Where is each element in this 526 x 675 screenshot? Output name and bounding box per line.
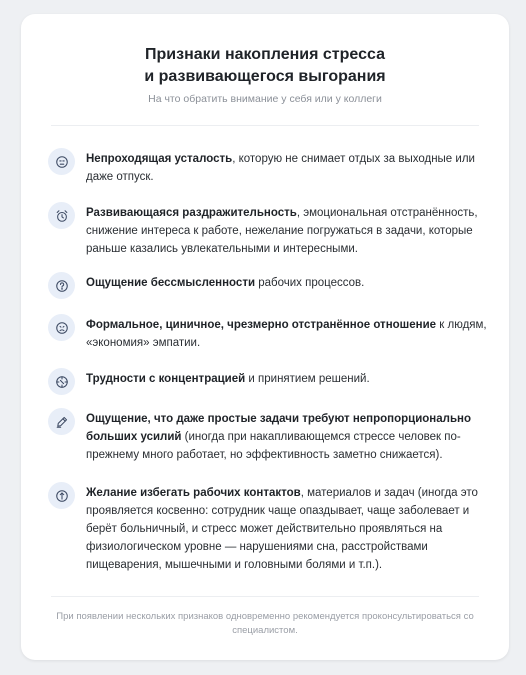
- item-rest: к людям, «экономия» эмпатии.: [86, 319, 487, 349]
- item-text: [86, 204, 491, 258]
- item-text: [86, 150, 491, 186]
- question-circle-icon: [48, 272, 75, 299]
- card: [21, 14, 509, 660]
- item-text: [86, 370, 491, 388]
- title-line-1: Признаки накопления стресса: [145, 46, 385, 63]
- page-subtitle: На что обратить внимание у себя или у коллеги: [148, 93, 382, 105]
- page-title: [21, 44, 509, 88]
- item-rest: , материалов и задач (иногда это проявляется косвенно: сотрудник чаще опаздывает, чаще заболевает и берёт больничный, и стресс может действительно проявляться на физиологическом уровне — нарушениями сна, расстройствами пищеварения, мышечными и головными болями и т.п.).: [86, 487, 478, 571]
- item-bold: Ощущение, что даже простые задачи требуют непропорционально больших усилий: [86, 413, 471, 443]
- item-rest: , эмоциональная отстранённость, снижение интереса к работе, нежелание погружаться в задачи, которые раньше казались увлекательными и интересными.: [86, 207, 478, 255]
- title-line-2: и развивающегося выгорания: [144, 68, 386, 85]
- item-bold: Развивающаяся раздражительность: [86, 207, 297, 219]
- focus-icon: [48, 368, 75, 395]
- item-rest: рабочих процессов.: [255, 277, 365, 289]
- sad-face-icon: [48, 314, 75, 341]
- item-rest: (иногда при накапливающемся стрессе человек по-прежнему много работает, но эффективность заметно снижается).: [86, 431, 461, 461]
- item-bold: Непроходящая усталость: [86, 153, 233, 165]
- top-divider: [51, 125, 479, 126]
- item-text: [86, 484, 491, 574]
- pen-icon: [48, 408, 75, 435]
- item-text: [86, 316, 491, 352]
- item-rest: и принятием решений.: [245, 373, 370, 385]
- alarm-clock-icon: [48, 202, 75, 229]
- item-bold: Трудности с концентрацией: [86, 373, 246, 385]
- item-bold: Формальное, циничное, чрезмерно отстранённое отношение: [86, 319, 437, 331]
- item-bold: Желание избегать рабочих контактов: [86, 487, 301, 499]
- item-rest: , которую не снимает отдых за выходные или даже отпуск.: [86, 153, 475, 183]
- footer-note: При появлении нескольких признаков одновременно рекомендуется проконсультироваться со специалистом.: [56, 611, 474, 636]
- door-exit-icon: [48, 482, 75, 509]
- item-bold: Ощущение бессмысленности: [86, 277, 256, 289]
- bottom-divider: [51, 596, 479, 597]
- tired-face-icon: [48, 148, 75, 175]
- item-text: [86, 274, 491, 292]
- item-text: [86, 410, 491, 464]
